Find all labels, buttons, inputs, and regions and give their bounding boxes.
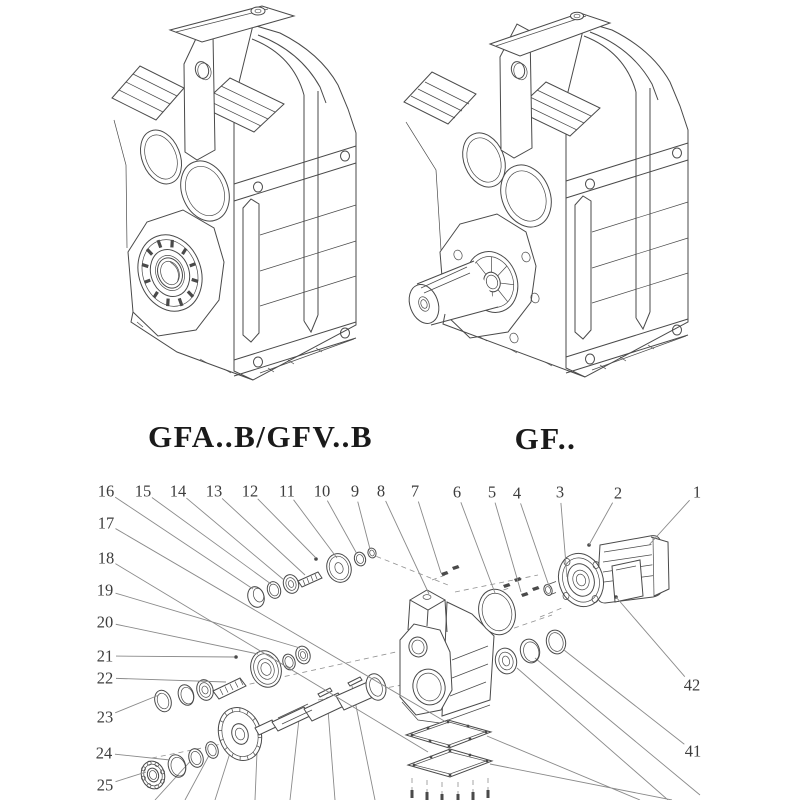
part-number-22: 22	[96, 668, 114, 688]
leader-line-11	[294, 500, 337, 558]
part-number-10: 10	[313, 481, 331, 501]
part-number-11: 11	[279, 481, 295, 501]
part-number-5: 5	[487, 482, 497, 502]
part-number-17: 17	[97, 513, 115, 533]
part-number-1: 1	[692, 482, 702, 502]
leader-line-10	[327, 501, 357, 554]
model-label-gfab: GFA..B/GFV..B	[147, 419, 374, 454]
leader-line-24	[115, 754, 170, 760]
callout-layer	[96, 482, 702, 795]
output-shaft-assembly	[137, 671, 389, 792]
leader-line-1	[649, 500, 690, 545]
part-number-42: 42	[683, 675, 701, 695]
leader-line-21	[116, 656, 234, 657]
flange-gasket-plate	[406, 720, 491, 748]
leader-line-12	[258, 499, 316, 558]
part-number-6: 6	[452, 482, 462, 502]
part-number-18: 18	[97, 548, 115, 568]
torque-arm-plate	[184, 28, 215, 160]
part-number-20: 20	[96, 612, 114, 632]
part-number-41: 41	[684, 741, 702, 761]
leader-line-16	[115, 497, 253, 589]
exploded-view	[96, 482, 702, 800]
part-number-16: 16	[97, 481, 115, 501]
part-number-14: 14	[169, 481, 187, 501]
gearbox-drawing-gfab	[112, 6, 356, 380]
part-number-15: 15	[134, 481, 152, 501]
output-bearing-set	[492, 628, 568, 676]
hollow-shaft-bearing	[128, 210, 224, 336]
part-number-25: 25	[96, 775, 114, 795]
part-number-4: 4	[512, 483, 522, 503]
leader-line-22	[116, 678, 226, 682]
part-number-13: 13	[205, 481, 223, 501]
leader-line-13	[222, 498, 305, 575]
gearbox-drawing-gf	[404, 12, 688, 377]
leader-line-23	[115, 695, 159, 713]
part-number-24: 24	[95, 743, 113, 763]
part-number-12: 12	[241, 481, 259, 501]
part-number-7: 7	[410, 481, 420, 501]
part-number-3: 3	[555, 482, 565, 502]
leader-line-7	[418, 501, 441, 573]
leader-line-2	[589, 503, 613, 545]
part-number-8: 8	[376, 481, 386, 501]
oil-pan-cover	[408, 749, 492, 777]
model-label-gf: GF..	[514, 421, 577, 456]
leader-line-42	[616, 597, 685, 677]
part-number-9: 9	[350, 481, 360, 501]
housing-bolts	[411, 778, 490, 800]
leader-line-4	[521, 503, 549, 586]
leader-line-5	[495, 503, 521, 592]
part-number-19: 19	[96, 580, 114, 600]
electric-motor	[552, 536, 669, 613]
input-shaft-assembly	[245, 547, 377, 609]
part-number-23: 23	[96, 707, 114, 727]
leader-line-9	[358, 502, 370, 549]
part-number-21: 21	[96, 646, 114, 666]
part-number-2: 2	[613, 483, 623, 503]
leader-line-15	[152, 497, 271, 584]
screw-plug	[542, 582, 556, 597]
cooling-fins-left	[112, 66, 184, 120]
leader-line-6	[461, 502, 495, 593]
intermediate-shaft-assembly	[152, 644, 312, 714]
